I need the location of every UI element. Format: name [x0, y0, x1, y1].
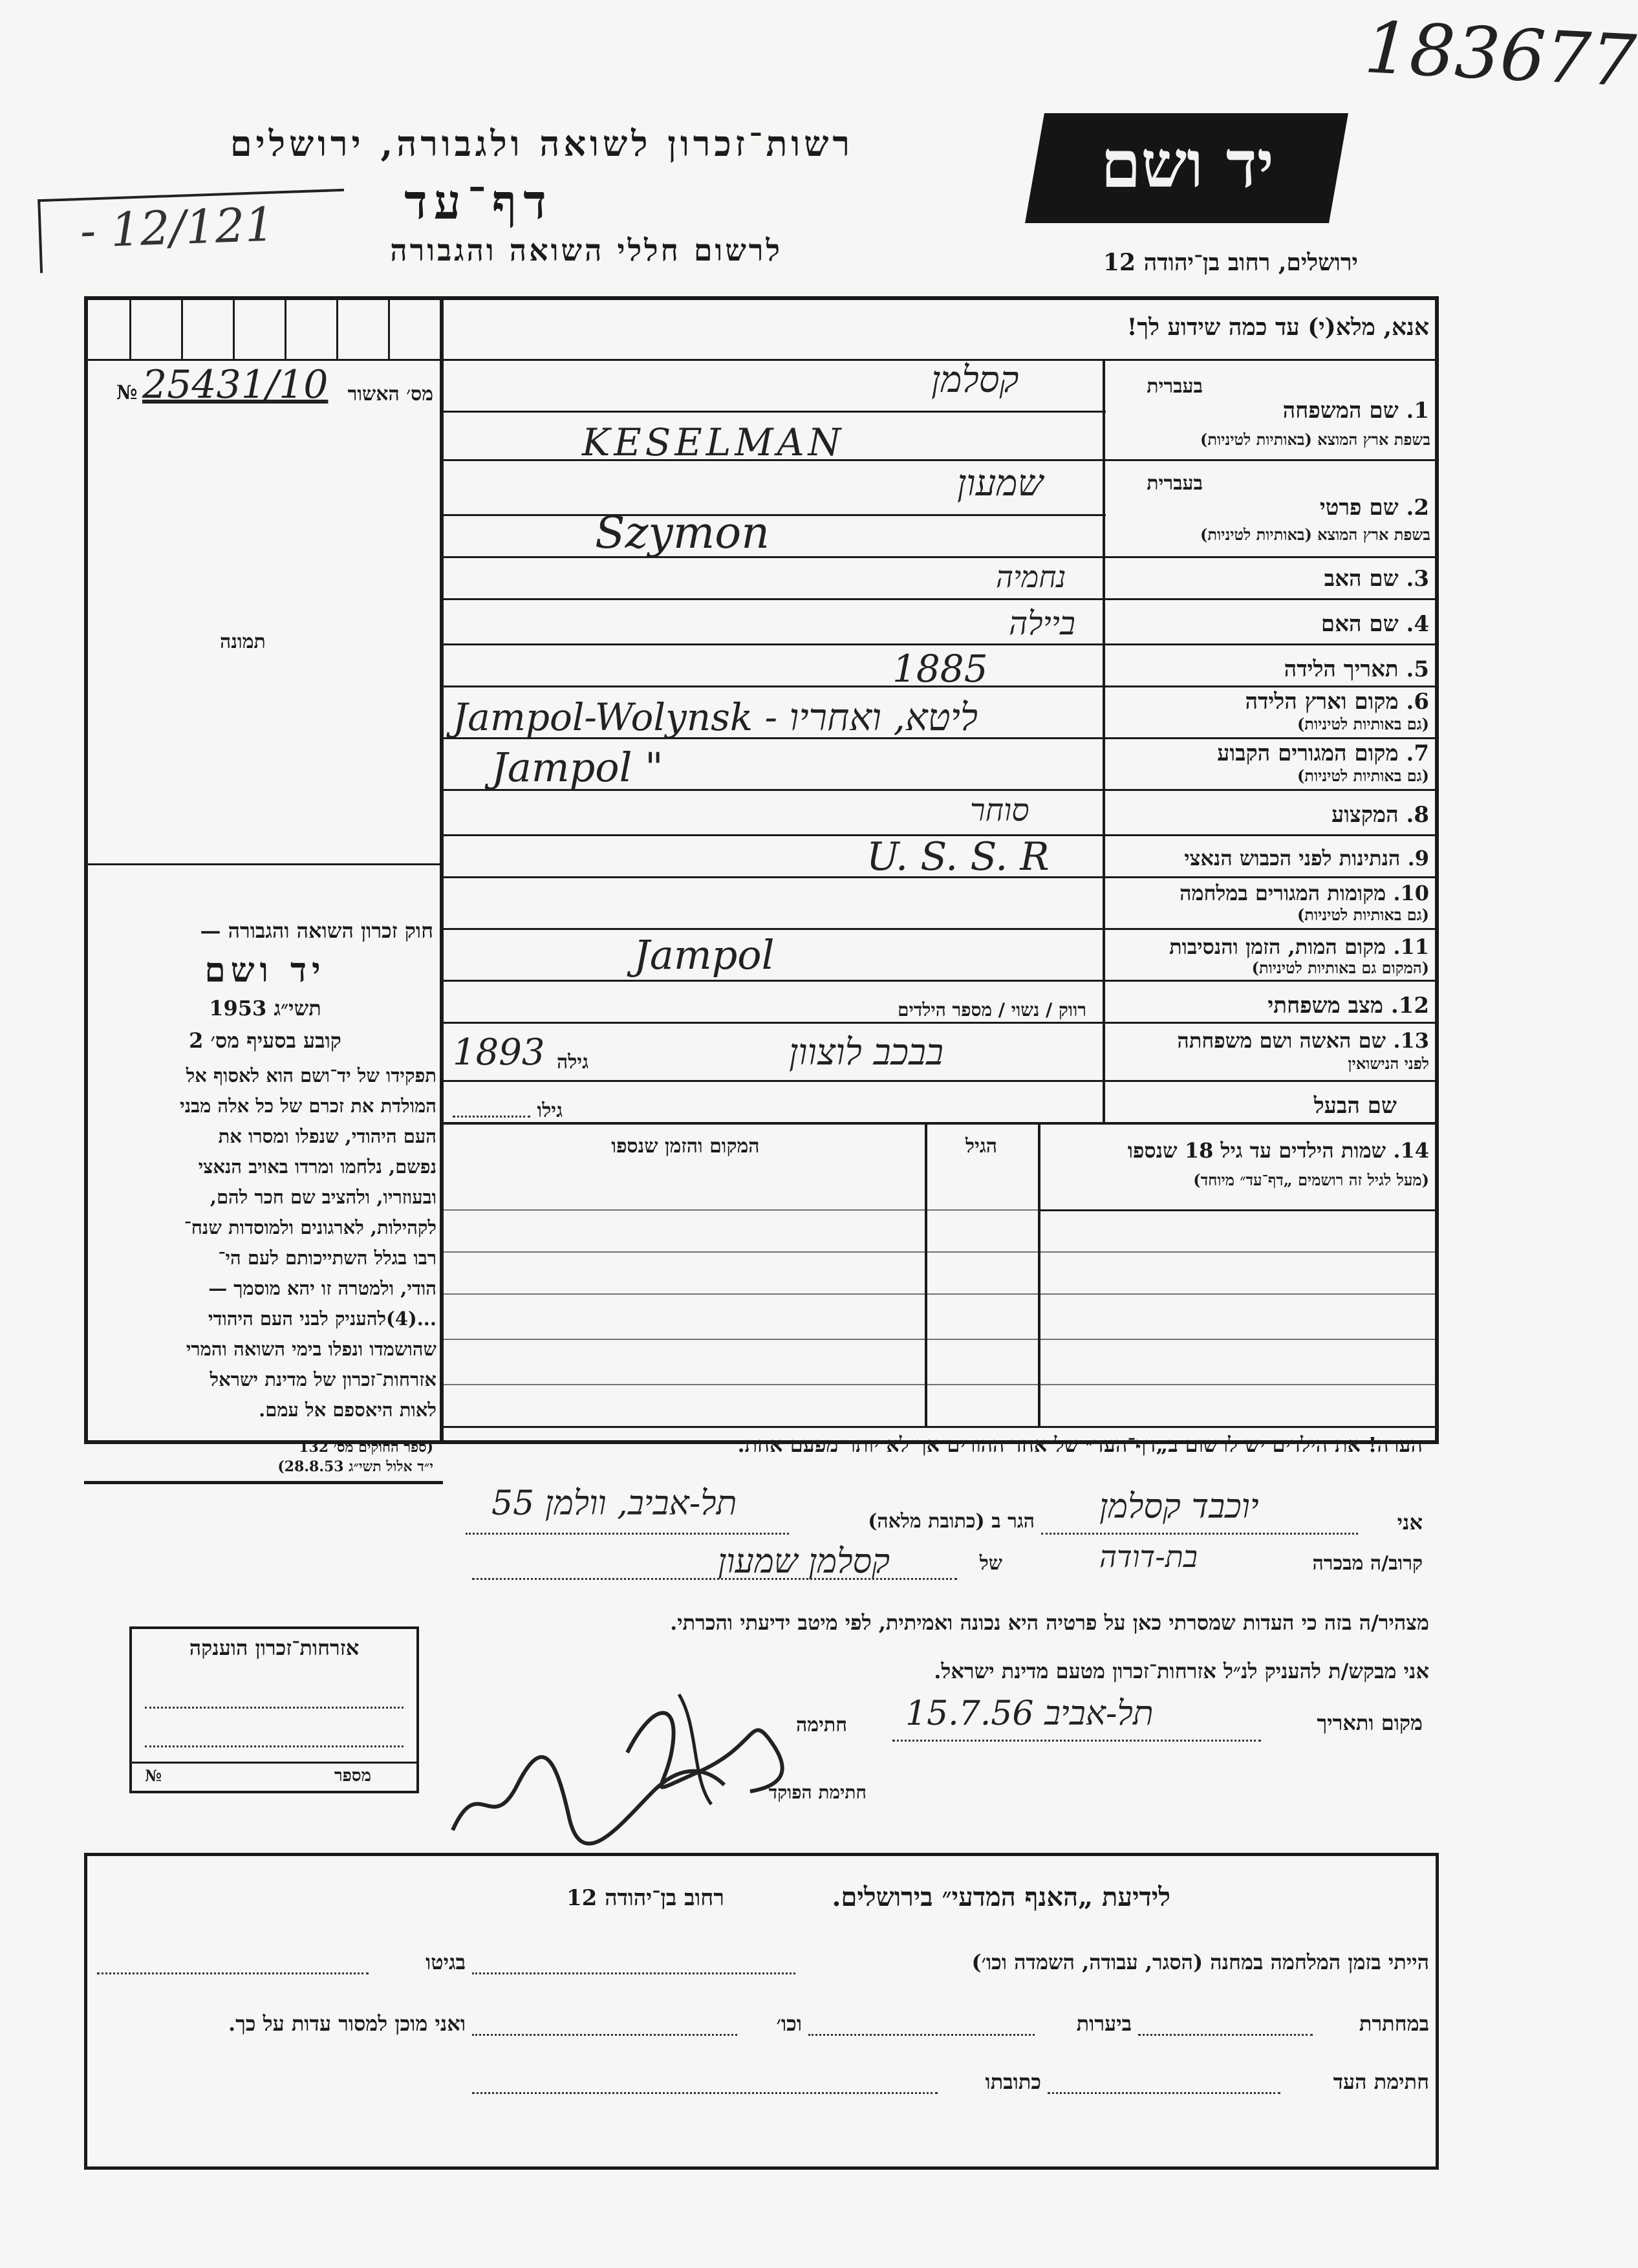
footer-line1-a: הייתי בזמן המלחמה במחנה (הסגר, עבודה, השמדה וכו׳): [971, 1950, 1429, 1974]
field-12-label: 12. מצב משפחתי: [1267, 993, 1429, 1019]
f8-value: סוחר: [970, 792, 1029, 828]
law-line: אזרחות־זכרון של מדינת ישראל: [210, 1368, 436, 1390]
footer-line2-b: ביערות: [1076, 2011, 1132, 2036]
f13-value: בבכב לוצוון: [789, 1031, 943, 1074]
citizenship-number-prefix: №: [145, 1766, 162, 1785]
field-2-sub: בשפת ארץ המוצא (באותיות לטיניות): [1200, 525, 1430, 544]
note: הערה! את הילדים יש לרשום ב„דף־העד״ של אחד ההורים אך לא יותר מפעם אחת.: [737, 1432, 1423, 1457]
field-1-label: 1. שם המשפחה: [1282, 398, 1429, 424]
field-8-label: 8. המקצוע: [1331, 802, 1429, 828]
field-9-label: 9. הנתינות לפני הכבוש הנאצי: [1184, 846, 1429, 870]
f11-value: Jampol: [634, 931, 775, 978]
law-line: תפקידו של יד־ושם הוא לאסוף אל: [186, 1064, 436, 1086]
approval-label: מס׳ האשור: [347, 383, 433, 405]
logo-text: יד ושם: [1101, 126, 1275, 202]
approval-number: 25431/10: [142, 362, 329, 407]
field-13-sub: לפני הנישואין: [1348, 1054, 1429, 1073]
field-7-sub: (גם באותיות לטיניות): [1297, 766, 1429, 785]
law-title: חוק זכרון השואה והגבורה —: [200, 918, 433, 943]
place-date-value: תל-אביב 15.7.56: [905, 1694, 1154, 1733]
law-logo: יד ושם: [204, 951, 326, 990]
stamp-box: [38, 189, 347, 273]
declarant-name: יוכבד קסלמן: [1099, 1487, 1259, 1526]
official-signature-label: חתימת הפוקד: [768, 1782, 867, 1803]
children-age-col: הגיל: [965, 1135, 998, 1158]
declaration-text: מצהיר/ה בזה כי העדות שמסרתי כאן על פרטיה היא נכונה ואמיתית, לפי מיטב ידיעתי והכרתי.: [670, 1610, 1429, 1635]
form-title: דף־עד: [404, 175, 553, 230]
official-signature: [440, 1746, 731, 1843]
f7-value: Jampol ": [491, 744, 663, 791]
law-source: (ספר החוקים מס׳ 132: [299, 1439, 433, 1456]
field-12-options: רווק / נשוי / מספר הילדים: [897, 999, 1086, 1021]
field-6-label: 6. מקום וארץ הלידה: [1245, 689, 1429, 715]
children-place-col: המקום והזמן שנספו: [611, 1135, 760, 1158]
field-5-label: 5. תאריך הלידה: [1284, 656, 1429, 682]
field-10-label: 10. מקומות המגורים במלחמה: [1180, 881, 1429, 905]
law-line: שהושמדו ונפלו בימי השואה והמרי: [186, 1338, 436, 1360]
of-name: קסלמן שמעון: [718, 1542, 890, 1581]
photo-label: תמונה: [220, 631, 266, 653]
f1-hebrew-value: קסלמן: [931, 359, 1019, 401]
citizenship-number-label: מספר: [334, 1766, 371, 1786]
field-3-label: 3. שם האב: [1324, 566, 1429, 592]
footer-line3-b: כתובתו: [985, 2069, 1041, 2094]
archive-number: 183677: [1362, 6, 1638, 103]
law-line: רבו בגלל השתייכותם לעם הי־: [218, 1247, 436, 1269]
f1-hebrew-tag: בעברית: [1147, 375, 1203, 398]
stamp-number: - 12/121: [79, 197, 275, 259]
law-line: ובעוזריו, ולהציב שם חכר להם,: [210, 1186, 436, 1208]
field-10-sub: (גם באותיות לטיניות): [1297, 905, 1429, 924]
husband-age-label: גילו: [537, 1099, 563, 1122]
field-11-sub: (המקום גם באותיות לטיניות): [1251, 958, 1429, 977]
law-line: המולדת את זכרם של כל אלה מבני: [180, 1095, 436, 1117]
f2-hebrew-value: שמעון: [957, 462, 1044, 504]
citizenship-title: אזרחות־זכרון הוענקה: [189, 1636, 360, 1660]
footer-line1-b: בגיטו: [426, 1950, 466, 1974]
f3-value: נחמיה: [996, 559, 1066, 594]
request-text: אני מבקש/ת להעניק לנ״ל אזרחות־זכרון מטעם מדינת ישראל.: [934, 1659, 1429, 1683]
declarant-relation: בת-דודה: [1099, 1539, 1198, 1574]
husband-label: שם הבעל: [1313, 1093, 1397, 1119]
field-4-label: 4. שם האם: [1320, 611, 1429, 637]
f9-value: U. S. S. R: [867, 834, 1050, 880]
law-line: העם היהודי, שנפלו ומסרו את: [218, 1125, 436, 1147]
law-line: נפשם, נלחמו ומרדו באויב הנאצי: [198, 1156, 436, 1178]
law-line: לאות היאספם אל עמם.: [259, 1399, 436, 1421]
place-date-label: מקום ותאריך: [1317, 1711, 1423, 1735]
declarant-address: תל-אביב, וולמן 55: [491, 1484, 737, 1523]
field-6-sub: (גם באותיות לטיניות): [1297, 715, 1429, 733]
footer-line2-a: במחתרת: [1359, 2011, 1429, 2036]
f4-value: ביילה: [1009, 605, 1076, 642]
header-address: ירושלים, רחוב בן־יהודה 12: [1103, 249, 1358, 276]
law-source-date: י״ד אלול תשי״ג 28.8.53): [277, 1458, 433, 1475]
field-2-label: 2. שם פרטי: [1319, 495, 1429, 521]
law-text: [97, 1061, 436, 1425]
field-14-sub: (מעל לגיל זה רושמים „דף־עד״ מיוחד): [1193, 1171, 1429, 1189]
law-clause: קובע בסעיף מס׳ 2: [189, 1028, 341, 1053]
law-line: ...(4)להעניק לבני העם היהודי: [208, 1308, 436, 1330]
f13-age-label: גילה: [556, 1051, 588, 1074]
footer-title: לידיעת „האנף המדעי״ בירושלים.: [832, 1882, 1170, 1912]
field-13-label: 13. שם האשה ושם משפחתה: [1177, 1028, 1429, 1053]
citizenship-box: [129, 1626, 419, 1793]
footer-line2-c: וכו׳: [776, 2011, 802, 2036]
resides-label: הגר ב (כתובת מלאה): [868, 1510, 1035, 1533]
approval-prefix: №: [116, 382, 138, 404]
f2-hebrew-tag: בעברית: [1147, 472, 1203, 495]
f1-latin-value: KESELMAN: [582, 420, 845, 464]
f2-latin-value: Szymon: [595, 508, 770, 559]
intro-text: אנא, מלא(י) עד כמה שידוע לך!: [1126, 314, 1429, 341]
f13-age-value: 1893: [453, 1031, 545, 1074]
field-1-sub: בשפת ארץ המוצא (באותיות לטיניות): [1200, 430, 1430, 449]
law-line: לקהילות, לארגונים ולמוסדות שנח־: [184, 1216, 436, 1238]
yad-vashem-logo: [1025, 113, 1348, 223]
f6-value: Jampol-Wolynsk - ליטא, ואחריו: [453, 695, 978, 739]
footer-line3-a: חתימת העד: [1333, 2069, 1429, 2094]
field-7-label: 7. מקום המגורים הקבוע: [1217, 740, 1429, 766]
signature-label: חתימה: [796, 1714, 847, 1736]
f5-value: 1885: [892, 647, 988, 691]
footer-title-address: רחוב בן־יהודה 12: [566, 1885, 724, 1911]
footer-line2-d: ואני מוכן למסור עדות על כך.: [228, 2011, 466, 2036]
declarant-i-label: אני: [1397, 1510, 1423, 1535]
relative-label: קרוב/ה מבכרה: [1312, 1552, 1423, 1575]
field-14-label: 14. שמות הילדים עד גיל 18 שנספו: [1127, 1138, 1429, 1163]
form-subtitle: לרשום חללי השואה והגבורה: [390, 233, 782, 268]
field-11-label: 11. מקום המות, הזמן והנסיבות: [1169, 934, 1429, 959]
law-year: תשי״ג 1953: [209, 996, 321, 1021]
of-label: של: [979, 1552, 1002, 1575]
law-line: הודי, ולמטרה זו יהא מוסמך —: [208, 1277, 436, 1299]
authority-name: רשות־זכרון לשואה ולגבורה, ירושלים: [230, 123, 854, 164]
